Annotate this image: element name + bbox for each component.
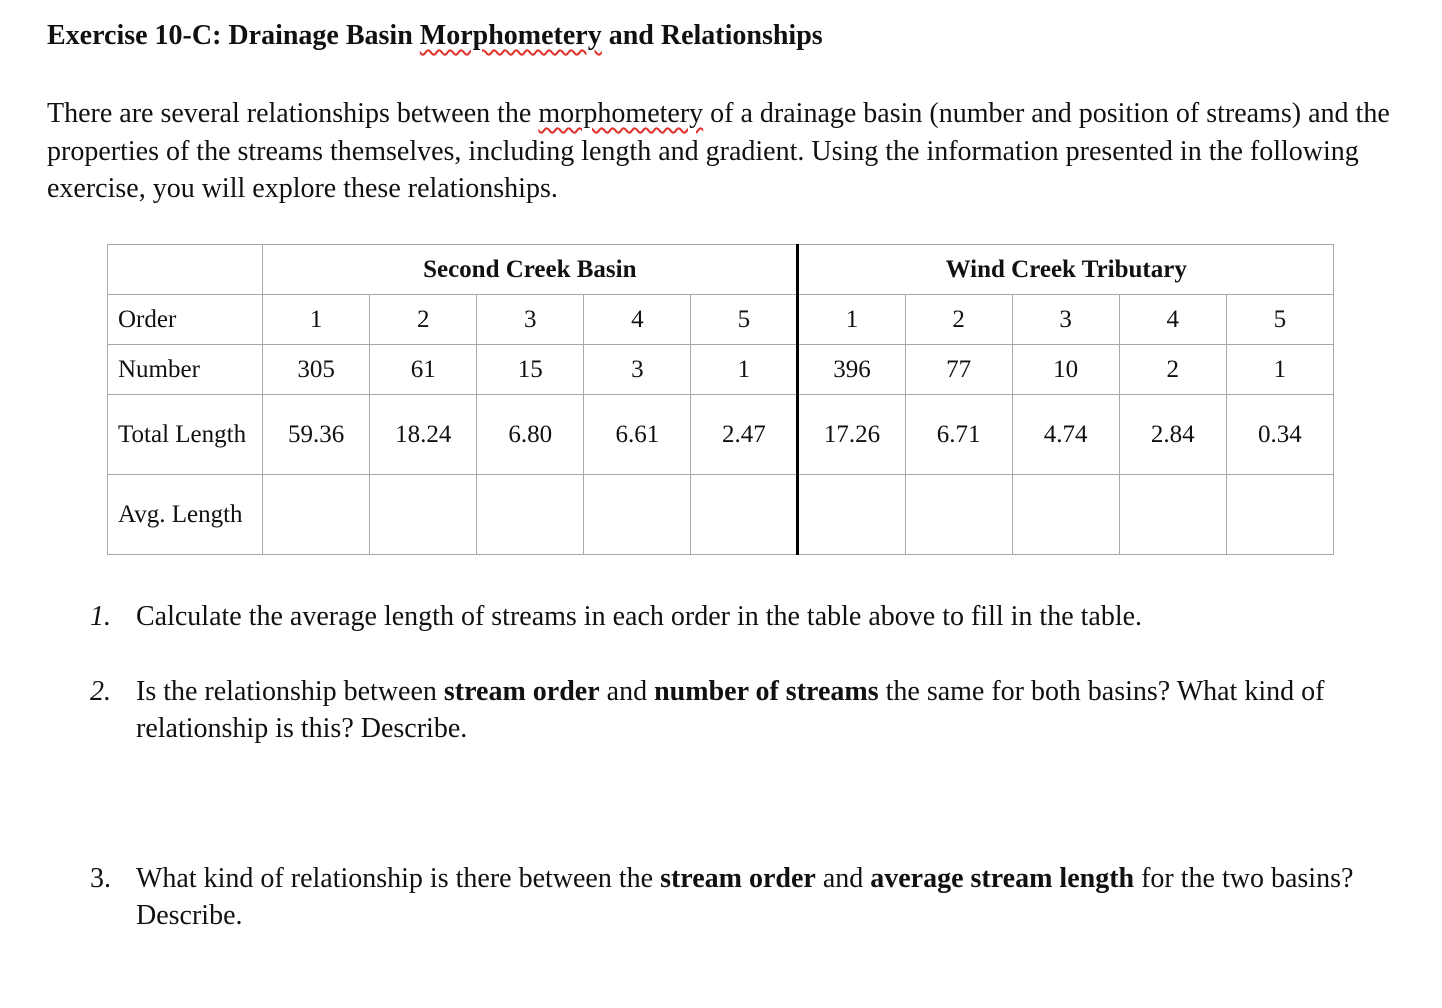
table-cell: 3 (1012, 295, 1119, 345)
row-label-order: Order (108, 295, 263, 345)
question-number: 3. (90, 863, 111, 894)
table-cell: 2.47 (691, 395, 798, 475)
empty-answer-cell[interactable] (1226, 475, 1333, 555)
question-1 (90, 598, 1400, 635)
wind-creek-tributary-heading: Wind Creek Tributary (798, 245, 1334, 295)
spellcheck-flagged-word[interactable]: morphometery (538, 98, 704, 129)
table-cell: 396 (798, 345, 905, 395)
page-title: Exercise 10-C: Drainage Basin Morphometery and Relationships (47, 20, 823, 51)
intro-paragraph: There are several relationships between the morphometery of a drainage basin (number and position of streams) and the properties of the streams themselves, including length and gradient. Using the information presented in the following exercise, you will explore these relationships. (47, 98, 1390, 204)
table-cell: 5 (1226, 295, 1333, 345)
table-cell: 3 (584, 345, 691, 395)
question-2 (90, 673, 1400, 747)
basin-data-table (107, 244, 1334, 555)
table-cell: 10 (1012, 345, 1119, 395)
second-creek-basin-heading: Second Creek Basin (263, 245, 798, 295)
table-cell: 1 (263, 295, 370, 345)
empty-answer-cell[interactable] (477, 475, 584, 555)
table-cell: 6.71 (905, 395, 1012, 475)
table-corner-cell (108, 245, 263, 295)
empty-answer-cell[interactable] (263, 475, 370, 555)
table-cell: 1 (798, 295, 905, 345)
table-cell: 6.80 (477, 395, 584, 475)
row-label-number: Number (108, 345, 263, 395)
table-cell: 15 (477, 345, 584, 395)
table-cell: 0.34 (1226, 395, 1333, 475)
table-row-avg-length (108, 475, 1334, 555)
table-row-order (108, 295, 1334, 345)
table-cell: 3 (477, 295, 584, 345)
table-header-row (108, 245, 1334, 295)
empty-answer-cell[interactable] (1012, 475, 1119, 555)
table-cell: 2 (370, 295, 477, 345)
table-cell: 61 (370, 345, 477, 395)
empty-answer-cell[interactable] (584, 475, 691, 555)
row-label-total-length: Total Length (108, 395, 263, 475)
question-text: Calculate the average length of streams in each order in the table above to fill in the table. (136, 601, 1143, 632)
spellcheck-flagged-word[interactable]: Morphometery (419, 20, 602, 51)
question-number: 1. (90, 601, 111, 632)
question-text: What kind of relationship is there between the stream order and average stream length for the two basins? Describe. (136, 863, 1354, 931)
table-cell: 2 (905, 295, 1012, 345)
question-text: Is the relationship between stream order and number of streams the same for both basins? What kind of relationship is this? Describe. (136, 676, 1325, 744)
row-label-avg-length: Avg. Length (108, 475, 263, 555)
table-cell: 18.24 (370, 395, 477, 475)
table-cell: 4 (584, 295, 691, 345)
table-cell: 1 (691, 345, 798, 395)
table-cell: 2 (1119, 345, 1226, 395)
table-cell: 77 (905, 345, 1012, 395)
table-cell: 4.74 (1012, 395, 1119, 475)
empty-answer-cell[interactable] (370, 475, 477, 555)
table-cell: 5 (691, 295, 798, 345)
empty-answer-cell[interactable] (1119, 475, 1226, 555)
question-number: 2. (90, 676, 111, 707)
table-cell: 6.61 (584, 395, 691, 475)
table-row-number (108, 345, 1334, 395)
table-cell: 1 (1226, 345, 1333, 395)
empty-answer-cell[interactable] (798, 475, 905, 555)
table-cell: 305 (263, 345, 370, 395)
empty-answer-cell[interactable] (691, 475, 798, 555)
table-cell: 59.36 (263, 395, 370, 475)
table-cell: 2.84 (1119, 395, 1226, 475)
question-3 (90, 860, 1400, 934)
table-cell: 4 (1119, 295, 1226, 345)
empty-answer-cell[interactable] (905, 475, 1012, 555)
table-row-total-length (108, 395, 1334, 475)
table-cell: 17.26 (798, 395, 905, 475)
